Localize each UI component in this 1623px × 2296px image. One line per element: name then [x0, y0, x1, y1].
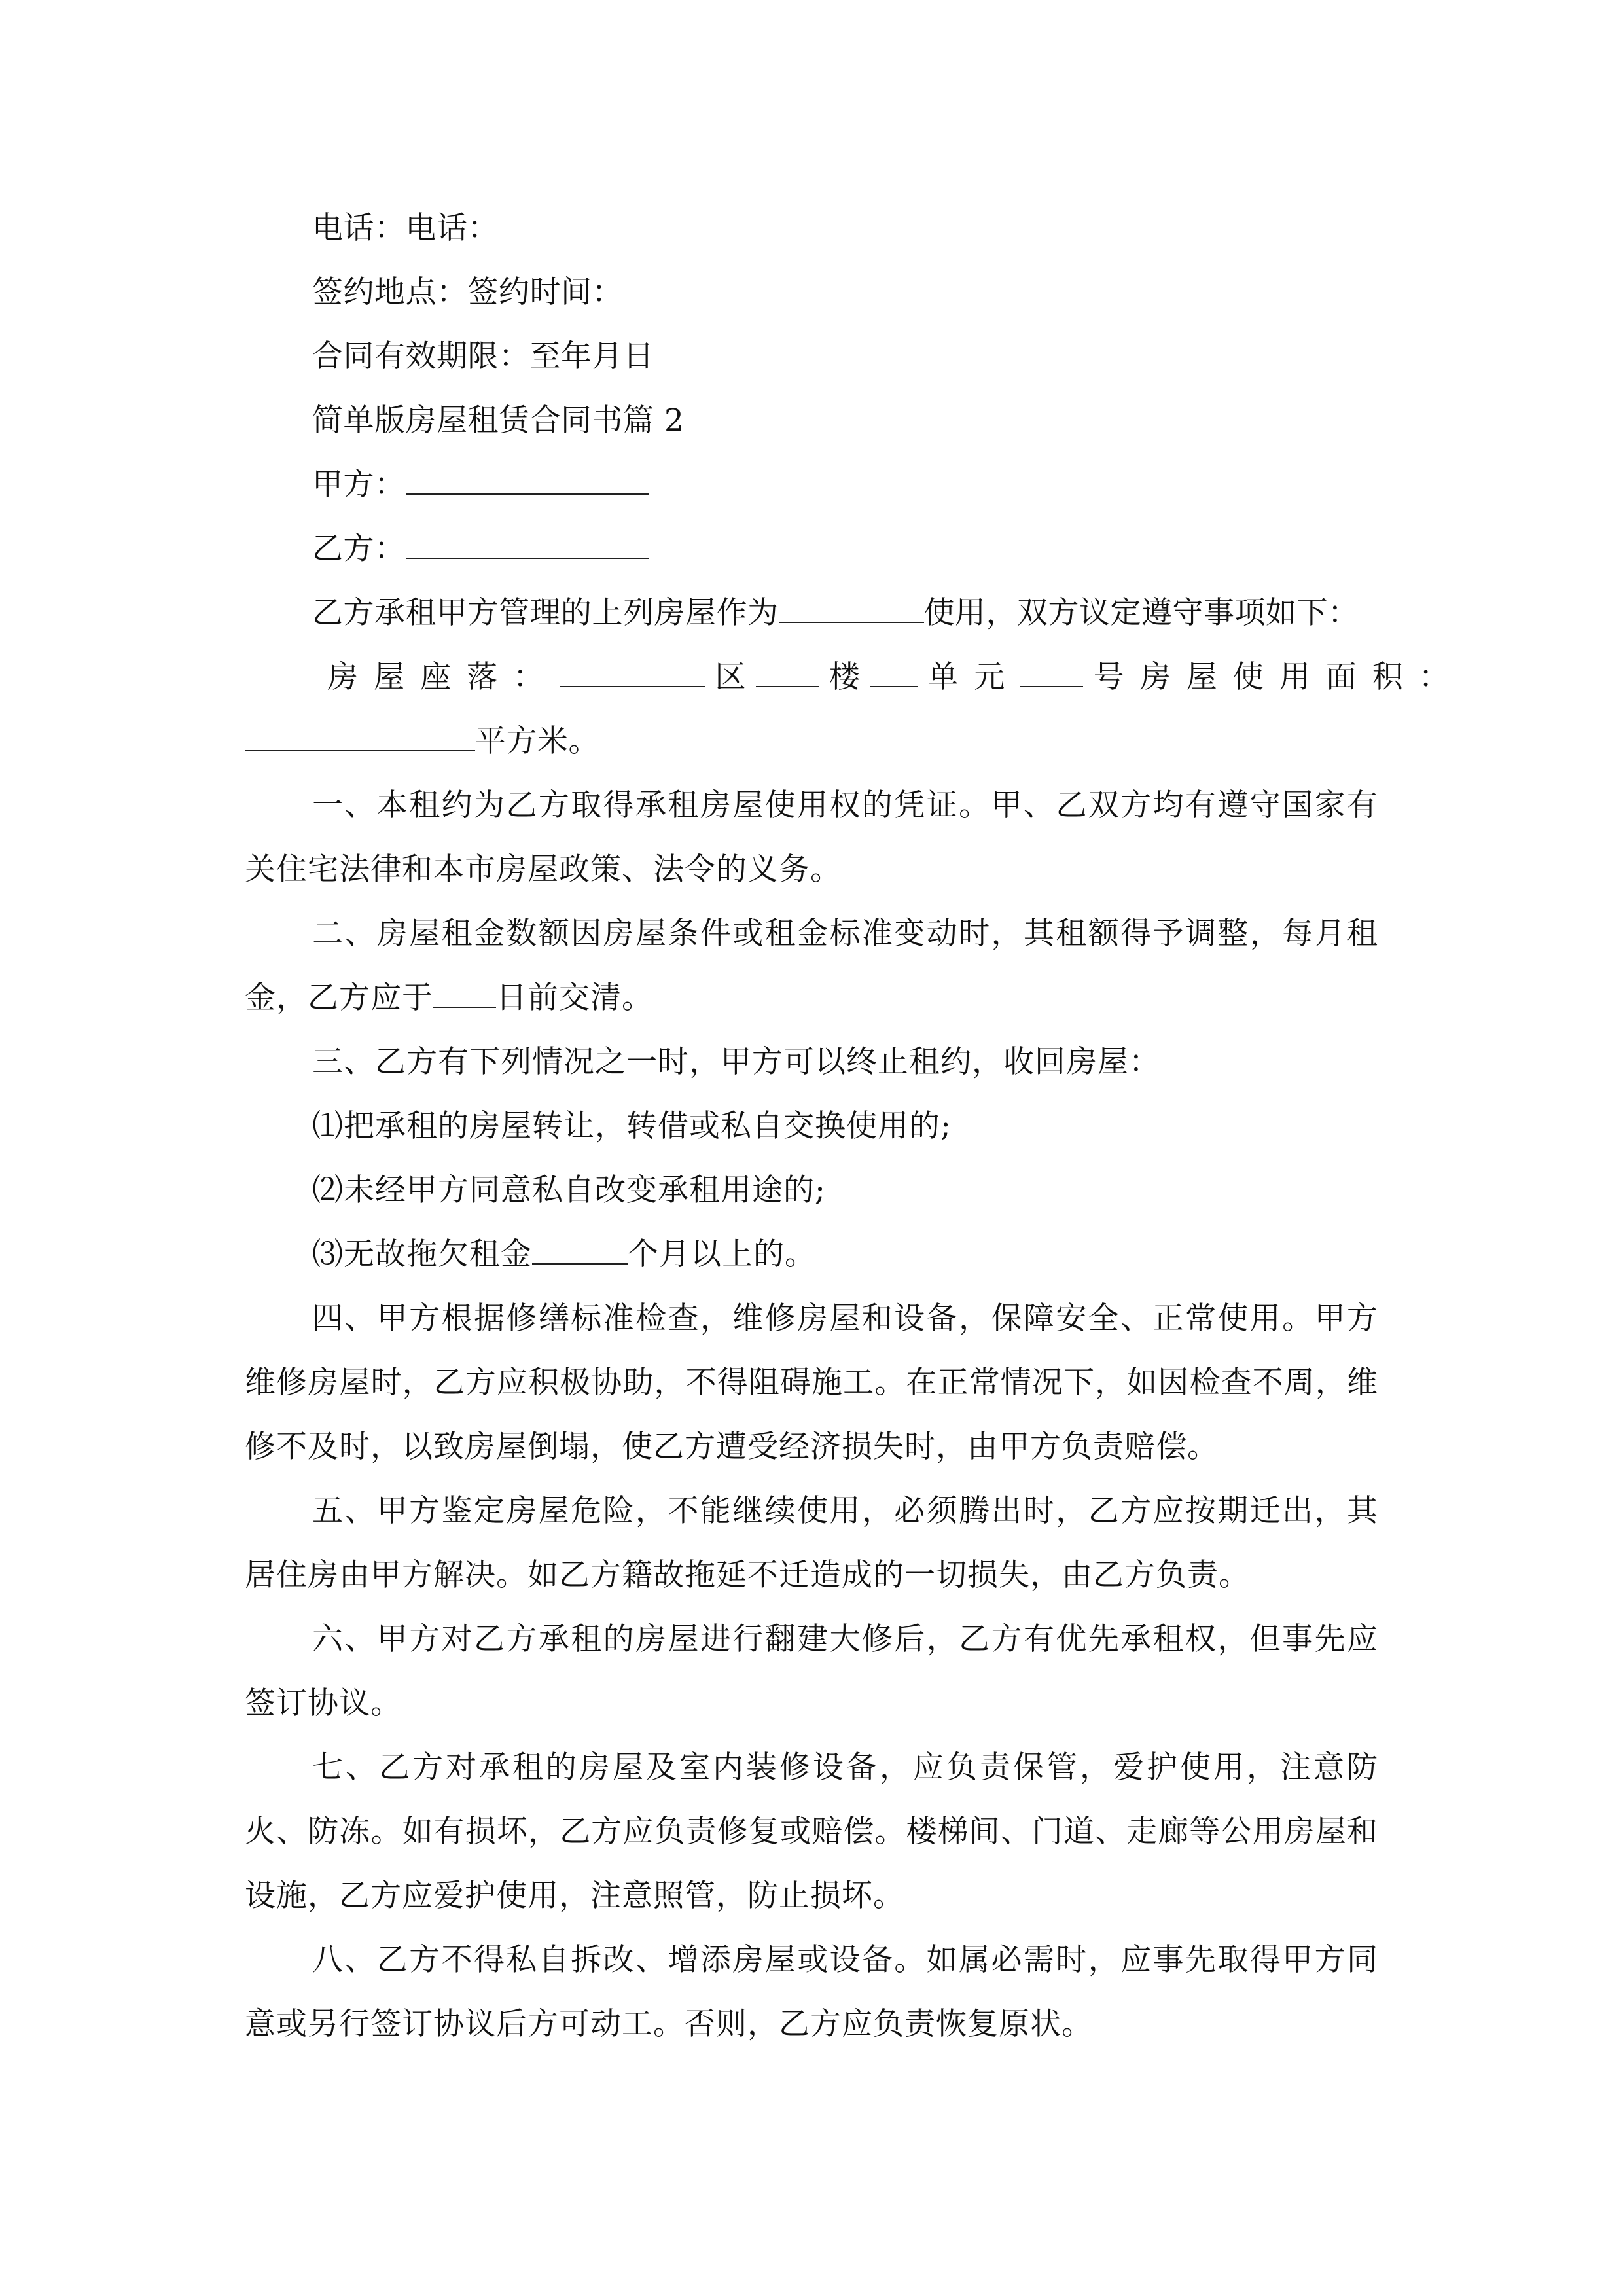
- area-line: [245, 709, 1378, 774]
- sign-place-line: 签约地点：签约时间：: [312, 274, 623, 310]
- location-blank-unit: [870, 660, 918, 687]
- location-area-label: 号房屋使用面积：: [1093, 659, 1465, 695]
- clause-3-item-3-pre: ⑶无故拖欠租金: [312, 1236, 532, 1272]
- usage-post: 使用，双方议定遵守事项如下：: [923, 595, 1359, 631]
- clause-6: 六、甲方对乙方承租的房屋进行翻建大修后，乙方有优先承租权，但事先应签订协议。: [245, 1621, 1378, 1721]
- clause-2-pre: 二、房屋租金数额因房屋条件或租金标准变动时，其租额得予调整，每月租金，乙方应于: [245, 916, 1378, 1016]
- clause-3-item-3-blank: [532, 1237, 628, 1265]
- clause-5: 五、甲方鉴定房屋危险，不能继续使用，必须腾出时，乙方应按期迁出，其居住房由甲方解决。如乙方籍故拖延不迁造成的一切损失，由乙方负责。: [245, 1493, 1378, 1593]
- area-unit: 平方米。: [475, 723, 599, 759]
- usage-blank: [779, 596, 924, 623]
- clause-8: 八、乙方不得私自拆改、增添房屋或设备。如属必需时，应事先取得甲方同意或另行签订协议后方可动工。否则，乙方应负责恢复原状。: [245, 1942, 1378, 2042]
- location-label: 房屋座落：: [327, 659, 560, 695]
- party-a-line: [245, 453, 1378, 517]
- location-line: [245, 645, 1465, 709]
- clause-2: [245, 902, 1378, 1030]
- party-b-line: [245, 517, 1378, 581]
- location-blank-district: [560, 660, 705, 687]
- contract-body: [245, 196, 1465, 2056]
- usage-line: [245, 581, 1378, 645]
- location-blank-number: [1020, 660, 1083, 687]
- area-blank: [245, 724, 475, 751]
- clause-4: 四、甲方根据修缮标准检查，维修房屋和设备，保障安全、正常使用。甲方维修房屋时，乙方应积极协助，不得阻碍施工。在正常情况下，如因检查不周，维修不及时，以致房屋倒塌，使乙方遭受经济损失时，由甲方负责赔偿。: [245, 1300, 1378, 1465]
- clause-7: 七、乙方对承租的房屋及室内装修设备，应负责保管，爱护使用，注意防火、防冻。如有损坏，乙方应负责修复或赔偿。楼梯间、门道、走廊等公用房屋和设施，乙方应爱护使用，注意照管，防止损坏。: [245, 1749, 1378, 1914]
- location-building: 楼: [829, 659, 861, 695]
- party-a-label: 甲方：: [312, 467, 406, 503]
- location-district: 区: [715, 659, 746, 695]
- validity-line: 合同有效期限：至年月日: [312, 338, 654, 374]
- clause-3-item-3-post: 个月以上的。: [628, 1236, 816, 1272]
- clause-2-post: 日前交清。: [496, 980, 653, 1016]
- section-title: 简单版房屋租赁合同书篇 2: [312, 403, 685, 439]
- clause-1: 一、本租约为乙方取得承租房屋使用权的凭证。甲、乙双方均有遵守国家有关住宅法律和本市房屋政策、法令的义务。: [245, 787, 1378, 888]
- party-b-label: 乙方：: [312, 531, 406, 567]
- clause-3-item-1: ⑴把承租的房屋转让，转借或私自交换使用的;: [312, 1108, 952, 1144]
- location-unit: 单元: [927, 659, 1021, 695]
- usage-pre: 乙方承租甲方管理的上列房屋作为: [312, 595, 779, 631]
- clause-3: 三、乙方有下列情况之一时，甲方可以终止租约，收回房屋：: [312, 1044, 1160, 1080]
- location-blank-building: [756, 660, 819, 687]
- phone-line: 电话：电话：: [312, 210, 499, 246]
- clause-2-blank: [433, 980, 496, 1008]
- party-a-blank: [406, 467, 649, 495]
- clause-3-item-2: ⑵未经甲方同意私自改变承租用途的;: [312, 1172, 826, 1208]
- party-b-blank: [406, 531, 649, 559]
- clause-3-item-3: [245, 1223, 1378, 1287]
